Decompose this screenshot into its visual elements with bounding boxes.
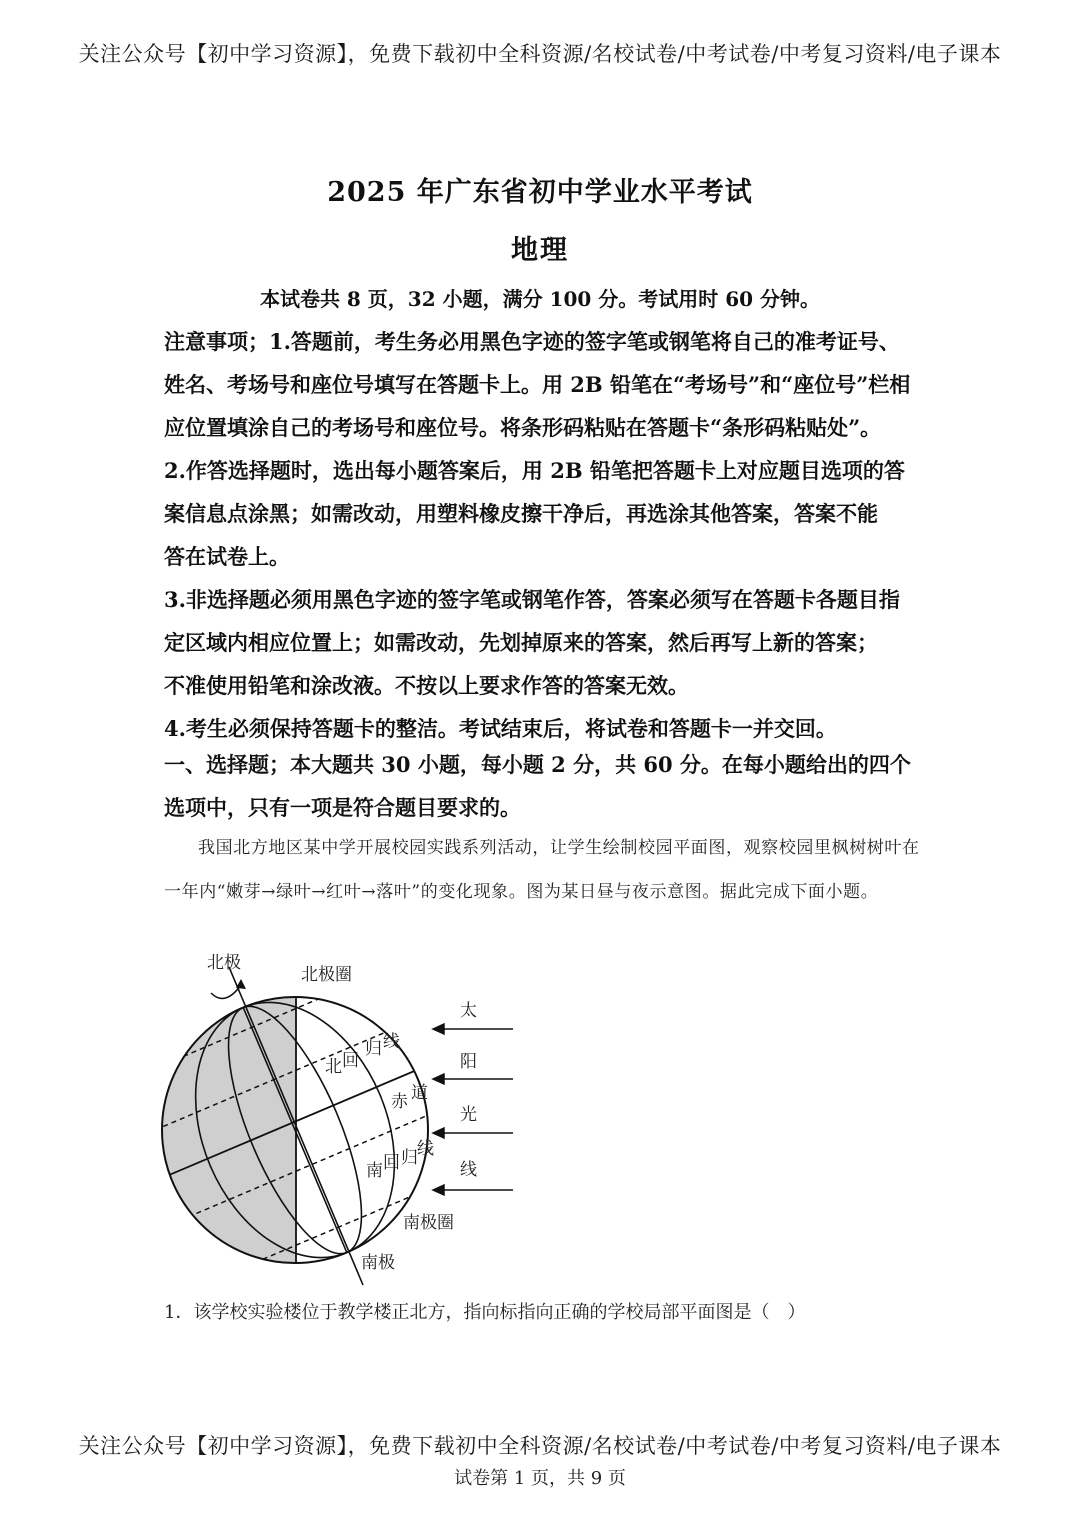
sunlight-arrowhead-icon — [433, 1128, 444, 1138]
notice-line: 应位置填涂自己的考场号和座位号。将条形码粘贴在答题卡“条形码粘贴处”。 — [164, 415, 882, 440]
sunlight-char: 线 — [460, 1160, 477, 1180]
tropic-capricorn-char: 回 — [383, 1153, 400, 1173]
notice-line: 姓名、考场号和座位号填写在答题卡上。用 2B 铅笔在“考场号”和“座位号”栏相 — [164, 372, 911, 397]
day-night-diagram — [155, 945, 535, 1290]
sunlight-arrowhead-icon — [433, 1024, 444, 1034]
exam-summary: 本试卷共 8 页，32 小题，满分 100 分。考试用时 60 分钟。 — [259, 287, 821, 311]
material-paragraph: 我国北方地区某中学开展校园实践系列活动，让学生绘制校园平面图，观察校园里枫树树叶在一年内“嫩芽→绿叶→红叶→落叶”的变化现象。图为某日昼与夜示意图。据此完成下面小题。 — [164, 838, 920, 902]
night-side — [155, 945, 296, 1290]
section-line: 一、选择题；本大题共 30 小题，每小题 2 分，共 60 分。在每小题给出的四个 — [164, 752, 911, 777]
rotation-arrow-icon — [211, 985, 241, 998]
notice-block — [164, 320, 934, 750]
sunlight-char: 光 — [460, 1105, 477, 1125]
section-line: 选项中，只有一项是符合题目要求的。 — [164, 795, 521, 820]
antarctic-circle-label: 南极圈 — [403, 1213, 454, 1233]
rotation-arrowhead-icon — [236, 979, 246, 989]
globe-figure — [155, 945, 535, 1290]
equator-char: 道 — [411, 1083, 428, 1103]
top-banner: 关注公众号【初中学习资源】，免费下载初中全科资源/名校试卷/中考试卷/中考复习资料/电子课本 — [78, 42, 1002, 66]
question-text: 该学校实验楼位于教学楼正北方，指向标指向正确的学校局部平面图是（ ） — [193, 1302, 806, 1323]
notice-line: 2.作答选择题时，选出每小题答案后，用 2B 铅笔把答题卡上对应题目选项的答 — [164, 458, 905, 483]
equator-char: 赤 — [391, 1092, 408, 1112]
tropic-cancer-char: 线 — [383, 1032, 400, 1052]
sunlight-char: 太 — [460, 1001, 477, 1021]
question-1 — [164, 1298, 924, 1324]
sunlight-arrowhead-icon — [433, 1185, 444, 1195]
tropic-capricorn-char: 归 — [401, 1148, 418, 1168]
question-number: 1． — [164, 1302, 194, 1323]
arctic-circle-label: 北极圈 — [301, 965, 352, 985]
notice-line: 注意事项；1.答题前，考生务必用黑色字迹的签字笔或钢笔将自己的准考证号、 — [164, 329, 900, 354]
notice-line: 答在试卷上。 — [164, 544, 290, 569]
section-heading — [164, 743, 934, 829]
notice-line: 不准使用铅笔和涂改液。不按以上要求作答的答案无效。 — [164, 673, 689, 698]
notice-line: 4.考生必须保持答题卡的整洁。考试结束后，将试卷和答题卡一并交回。 — [164, 716, 837, 741]
south-pole-label: 南极 — [361, 1253, 395, 1273]
exam-title: 2025 年广东省初中学业水平考试 — [327, 177, 753, 208]
tropic-cancer-char: 归 — [365, 1039, 382, 1059]
tropic-capricorn-char: 南 — [366, 1161, 383, 1181]
bottom-banner: 关注公众号【初中学习资源】，免费下载初中全科资源/名校试卷/中考试卷/中考复习资料/电子课本 — [78, 1434, 1002, 1458]
tropic-cancer-char: 北 — [325, 1057, 342, 1077]
north-pole-label: 北极 — [207, 953, 241, 973]
sunlight-arrowhead-icon — [433, 1074, 444, 1084]
notice-line: 案信息点涂黑；如需改动，用塑料橡皮擦干净后，再选涂其他答案，答案不能 — [164, 501, 878, 526]
sunlight-char: 阳 — [460, 1052, 477, 1072]
tropic-cancer-char: 回 — [342, 1051, 359, 1071]
notice-line: 定区域内相应位置上；如需改动，先划掉原来的答案，然后再写上新的答案； — [164, 630, 878, 655]
page-number: 试卷第 1 页，共 9 页 — [454, 1468, 626, 1489]
exam-subject: 地理 — [511, 235, 569, 266]
notice-line: 3.非选择题必须用黑色字迹的签字笔或钢笔作答，答案必须写在答题卡各题目指 — [164, 587, 900, 612]
tropic-capricorn-char: 线 — [417, 1139, 434, 1159]
